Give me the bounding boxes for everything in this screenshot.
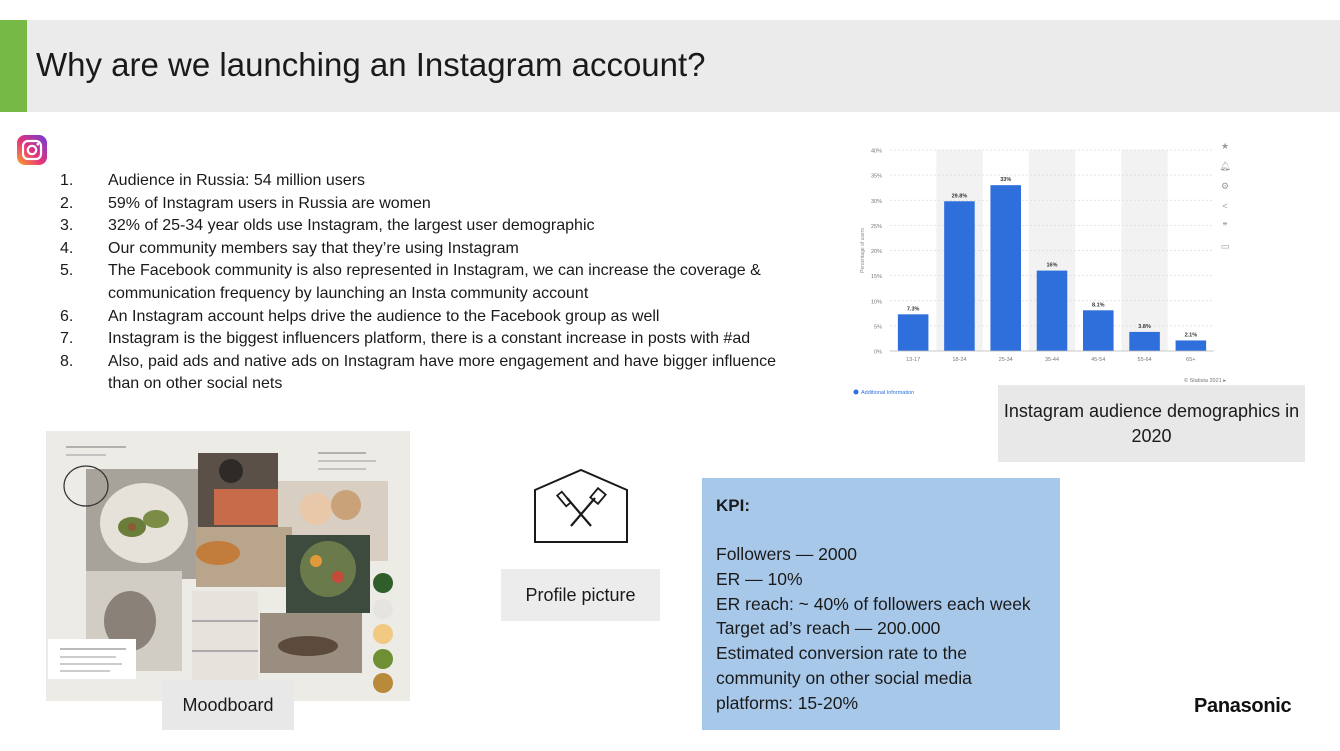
slide-title: Why are we launching an Instagram account? xyxy=(36,46,706,83)
x-tick-label: 65+ xyxy=(1186,357,1196,363)
kpi-line: Followers — 2000 xyxy=(716,544,858,564)
reasons-list xyxy=(60,170,780,396)
moodboard-image xyxy=(46,431,410,701)
chart-bar xyxy=(1129,332,1160,351)
title-bar xyxy=(0,20,1340,112)
list-item: 2. 59% of Instagram users in Russia are women xyxy=(60,194,431,212)
list-item: 6. An Instagram account helps drive the audience to the Facebook group as well xyxy=(60,307,660,325)
chart-bar xyxy=(1037,271,1068,351)
moodboard-collage xyxy=(46,431,410,701)
list-item: 7. Instagram is the biggest influencers platform, there is a constant increase in posts with #ad xyxy=(60,330,751,348)
bell-icon[interactable]: 🔔︎ xyxy=(1219,161,1231,171)
star-icon[interactable]: ★ xyxy=(1220,141,1230,151)
y-tick-label: 25% xyxy=(870,223,882,230)
chart-bar xyxy=(1176,340,1207,351)
kpi-line: ER reach: ~ 40% of followers each week xyxy=(716,593,1031,614)
kpi-line: Target ad’s reach — 200.000 xyxy=(716,618,941,639)
chart-toolbar xyxy=(1214,136,1236,256)
x-tick-label: 13-17 xyxy=(906,357,921,363)
info-icon xyxy=(854,390,859,395)
x-tick-label: 25-34 xyxy=(998,357,1013,363)
x-tick-label: 35-44 xyxy=(1044,357,1060,363)
x-tick-label: 55-64 xyxy=(1137,357,1152,363)
title-accent-bar xyxy=(0,20,27,112)
gear-icon[interactable]: ⚙ xyxy=(1220,181,1230,191)
additional-information-link[interactable]: Additional Information xyxy=(861,390,915,396)
brand-logo: Panasonic xyxy=(1194,695,1292,717)
list-item: 1. Audience in Russia: 54 million users xyxy=(60,172,366,189)
y-axis-label: Percentage of users xyxy=(860,228,866,273)
kpi-list xyxy=(716,542,1036,716)
x-tick-label: 18-24 xyxy=(952,357,967,363)
print-icon[interactable]: ▭ xyxy=(1220,241,1230,251)
x-tick-label: 45-54 xyxy=(1091,357,1106,363)
y-tick-label: 10% xyxy=(870,299,882,306)
kpi-box xyxy=(702,478,1060,730)
chart-column-band xyxy=(1121,150,1167,351)
kpi-heading: KPI: xyxy=(716,496,750,515)
kpi-line: ER — 10% xyxy=(716,568,803,589)
chart-credit: © Statista 2021 ▸ xyxy=(1184,378,1226,384)
y-tick-label: 15% xyxy=(870,274,882,281)
chart-bar xyxy=(1083,310,1114,351)
bar-value-label: 2.1% xyxy=(1184,332,1198,339)
bar-value-label: 33% xyxy=(1000,177,1012,184)
y-tick-label: 30% xyxy=(870,198,882,205)
bar-value-label: 3.8% xyxy=(1138,323,1151,330)
y-tick-label: 20% xyxy=(870,249,882,255)
demographics-chart xyxy=(848,130,1242,402)
list-item: 3. 32% of 25-34 year olds use Instagram, the largest user demographic xyxy=(60,217,595,235)
kpi-line: Estimated conversion rate to the community on other social media platforms: 15-20% xyxy=(716,643,972,713)
y-tick-label: 5% xyxy=(874,324,882,331)
chart-bar xyxy=(944,201,975,351)
bar-value-label: 29.8% xyxy=(951,193,968,200)
bar-value-label: 8.1% xyxy=(1092,302,1105,309)
kitchen-house-icon xyxy=(533,468,629,544)
chart-bar xyxy=(898,314,929,351)
share-icon[interactable]: < xyxy=(1222,201,1228,211)
y-tick-label: 35% xyxy=(870,173,882,180)
bar-chart xyxy=(848,130,1226,402)
y-tick-label: 40% xyxy=(870,148,882,155)
chart-bar xyxy=(990,185,1021,351)
list-item: 8. Also, paid ads and native ads on Instagram have more engagement and have bigger influence than on other social nets xyxy=(60,352,776,393)
y-tick-label: 0% xyxy=(874,349,882,356)
bar-value-label: 7.3% xyxy=(906,306,920,313)
moodboard-caption: Moodboard xyxy=(162,680,294,730)
quote-icon[interactable]: ❞ xyxy=(1222,221,1228,231)
profile-caption: Profile picture xyxy=(501,569,660,621)
bar-value-label: 16% xyxy=(1046,262,1058,269)
demographics-caption: Instagram audience demographics in 2020 xyxy=(998,385,1305,462)
instagram-icon xyxy=(16,134,48,166)
list-item: 4. Our community members say that they’re using Instagram xyxy=(60,239,519,257)
list-item: 5. The Facebook community is also represented in Instagram, we can increase the coverage & communication frequency by launching an Insta community account xyxy=(60,262,761,302)
